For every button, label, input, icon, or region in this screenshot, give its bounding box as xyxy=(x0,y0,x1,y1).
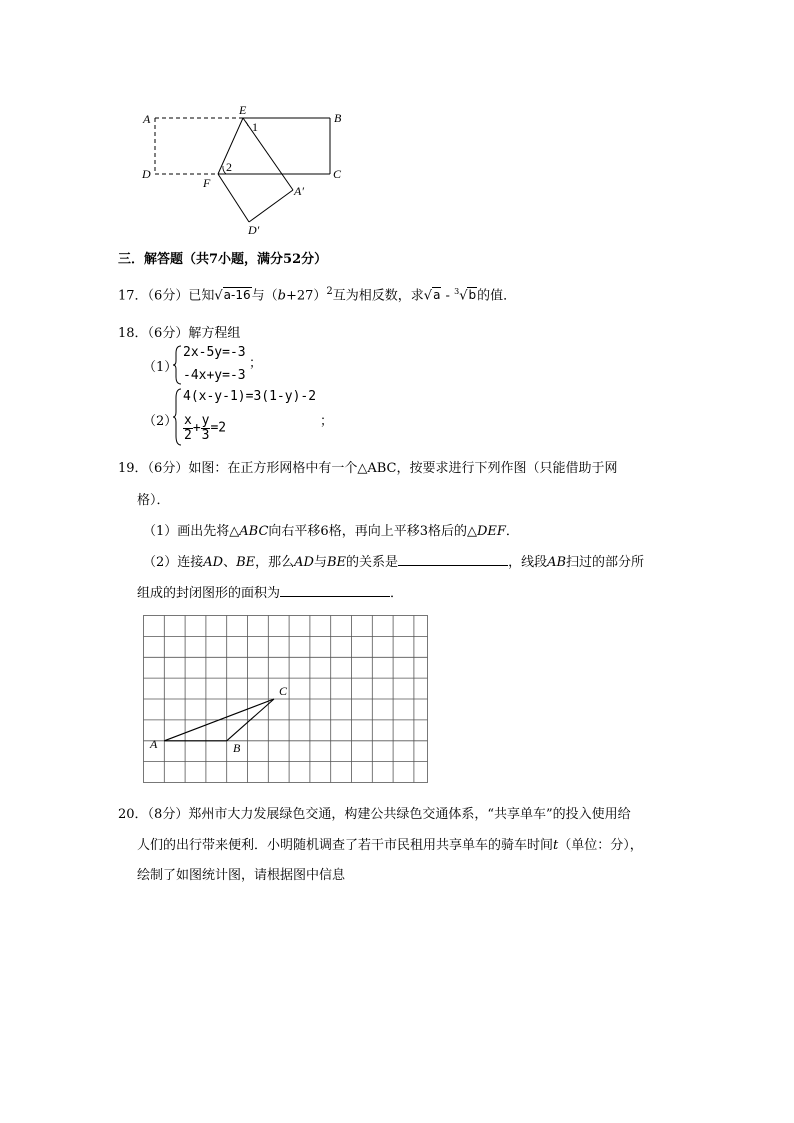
q17-num: 17． xyxy=(118,288,148,304)
label-D-prime: D′ xyxy=(248,223,260,237)
q18-score: （6分） xyxy=(147,326,189,341)
frac-x-2: $\frac{x}{2}$ xyxy=(184,413,192,443)
q17-cube-index: 3 xyxy=(454,287,460,296)
angle-1: 1 xyxy=(252,120,258,134)
sqrt-icon: √ xyxy=(214,288,223,304)
q17-rad3: b xyxy=(468,288,477,303)
q17-minus: - xyxy=(441,288,455,304)
label-F: F xyxy=(203,176,211,190)
square-grid xyxy=(140,612,432,787)
grid-label-C: C xyxy=(279,684,288,698)
q19-line1b: 格）． xyxy=(137,493,170,508)
q17-t3: +27） xyxy=(285,288,327,304)
q18-p2-end: ； xyxy=(320,414,334,429)
q18-p2-label: （2） xyxy=(143,414,178,429)
label-B: B xyxy=(334,111,342,125)
q18-p2-eq2: $\frac{x}{2}$ + $\frac{y}{3}$ =2 xyxy=(184,413,227,443)
fold-figure xyxy=(130,100,360,240)
q17-t2: 与（ xyxy=(251,288,278,304)
q18-p1-end: ； xyxy=(249,356,263,371)
q17-b: b xyxy=(277,288,286,304)
label-A: A xyxy=(143,112,151,126)
q17-rad1: a-16 xyxy=(223,288,251,303)
q20-line1: 20．（8分）郑州市大力发展绿色交通，构建公共绿色交通体系，“共享单车”的投入使用给 xyxy=(118,807,631,822)
q17-exp: 2 xyxy=(326,286,333,297)
brace-icon xyxy=(172,388,182,446)
grid-label-B: B xyxy=(233,741,241,755)
q18-header xyxy=(118,322,240,341)
section3-title: 三．解答题（共7小题，满分52分） xyxy=(118,252,328,267)
q17-t4: 互为相反数，求 xyxy=(332,288,424,304)
label-D: D xyxy=(142,167,151,181)
q17-t5: 的值． xyxy=(477,288,517,304)
q19-step2-line2: 组成的封闭图形的面积为 ． xyxy=(137,586,404,601)
q17-t1: 已知 xyxy=(188,288,215,304)
angle-2: 2 xyxy=(226,160,232,174)
q20-line2: 人们的出行带来便利．小明随机调查了若干市民租用共享单车的骑车时间t（单位：分）， xyxy=(137,838,643,853)
grid-label-A: A xyxy=(150,737,158,751)
sqrt-icon: √ xyxy=(423,288,433,304)
label-E: E xyxy=(239,103,247,117)
q18-p1-label: （1） xyxy=(143,360,178,375)
q18-num: 18． xyxy=(118,326,148,341)
q17-rad2: a xyxy=(433,288,441,303)
label-A-prime: A′ xyxy=(294,184,304,198)
q19-line1: 19．（6分）如图：在正方形网格中有一个△ABC，按要求进行下列作图（只能借助于网 xyxy=(118,461,618,476)
q20-line3: 绘制了如图统计图，请根据图中信息 xyxy=(137,868,346,883)
q18-p2-eq1: 4(x-y-1)=3(1-y)-2 xyxy=(183,389,317,404)
q18-text: 解方程组 xyxy=(188,326,241,341)
label-C: C xyxy=(333,167,342,181)
answer-blank-2[interactable] xyxy=(280,595,390,597)
q18-p1-eq2: -4x+y=-3 xyxy=(183,368,246,383)
q17 xyxy=(118,283,516,305)
q19-step1: （1）画出先将△ABC向右平移6格，再向上平移3格后的△DEF． xyxy=(143,524,519,539)
brace-icon xyxy=(172,345,182,385)
q18-p1-eq1: 2x-5y=-3 xyxy=(183,345,246,360)
q19-step2: （2）连接AD、BE，那么AD与BE的关系是 ，线段AB扫过的部分所 xyxy=(143,555,645,570)
q17-score: （6分） xyxy=(147,288,189,304)
answer-blank-1[interactable] xyxy=(398,564,508,566)
frac-y-3: $\frac{y}{3}$ xyxy=(201,413,210,443)
cube-root-icon: √ xyxy=(459,288,468,304)
